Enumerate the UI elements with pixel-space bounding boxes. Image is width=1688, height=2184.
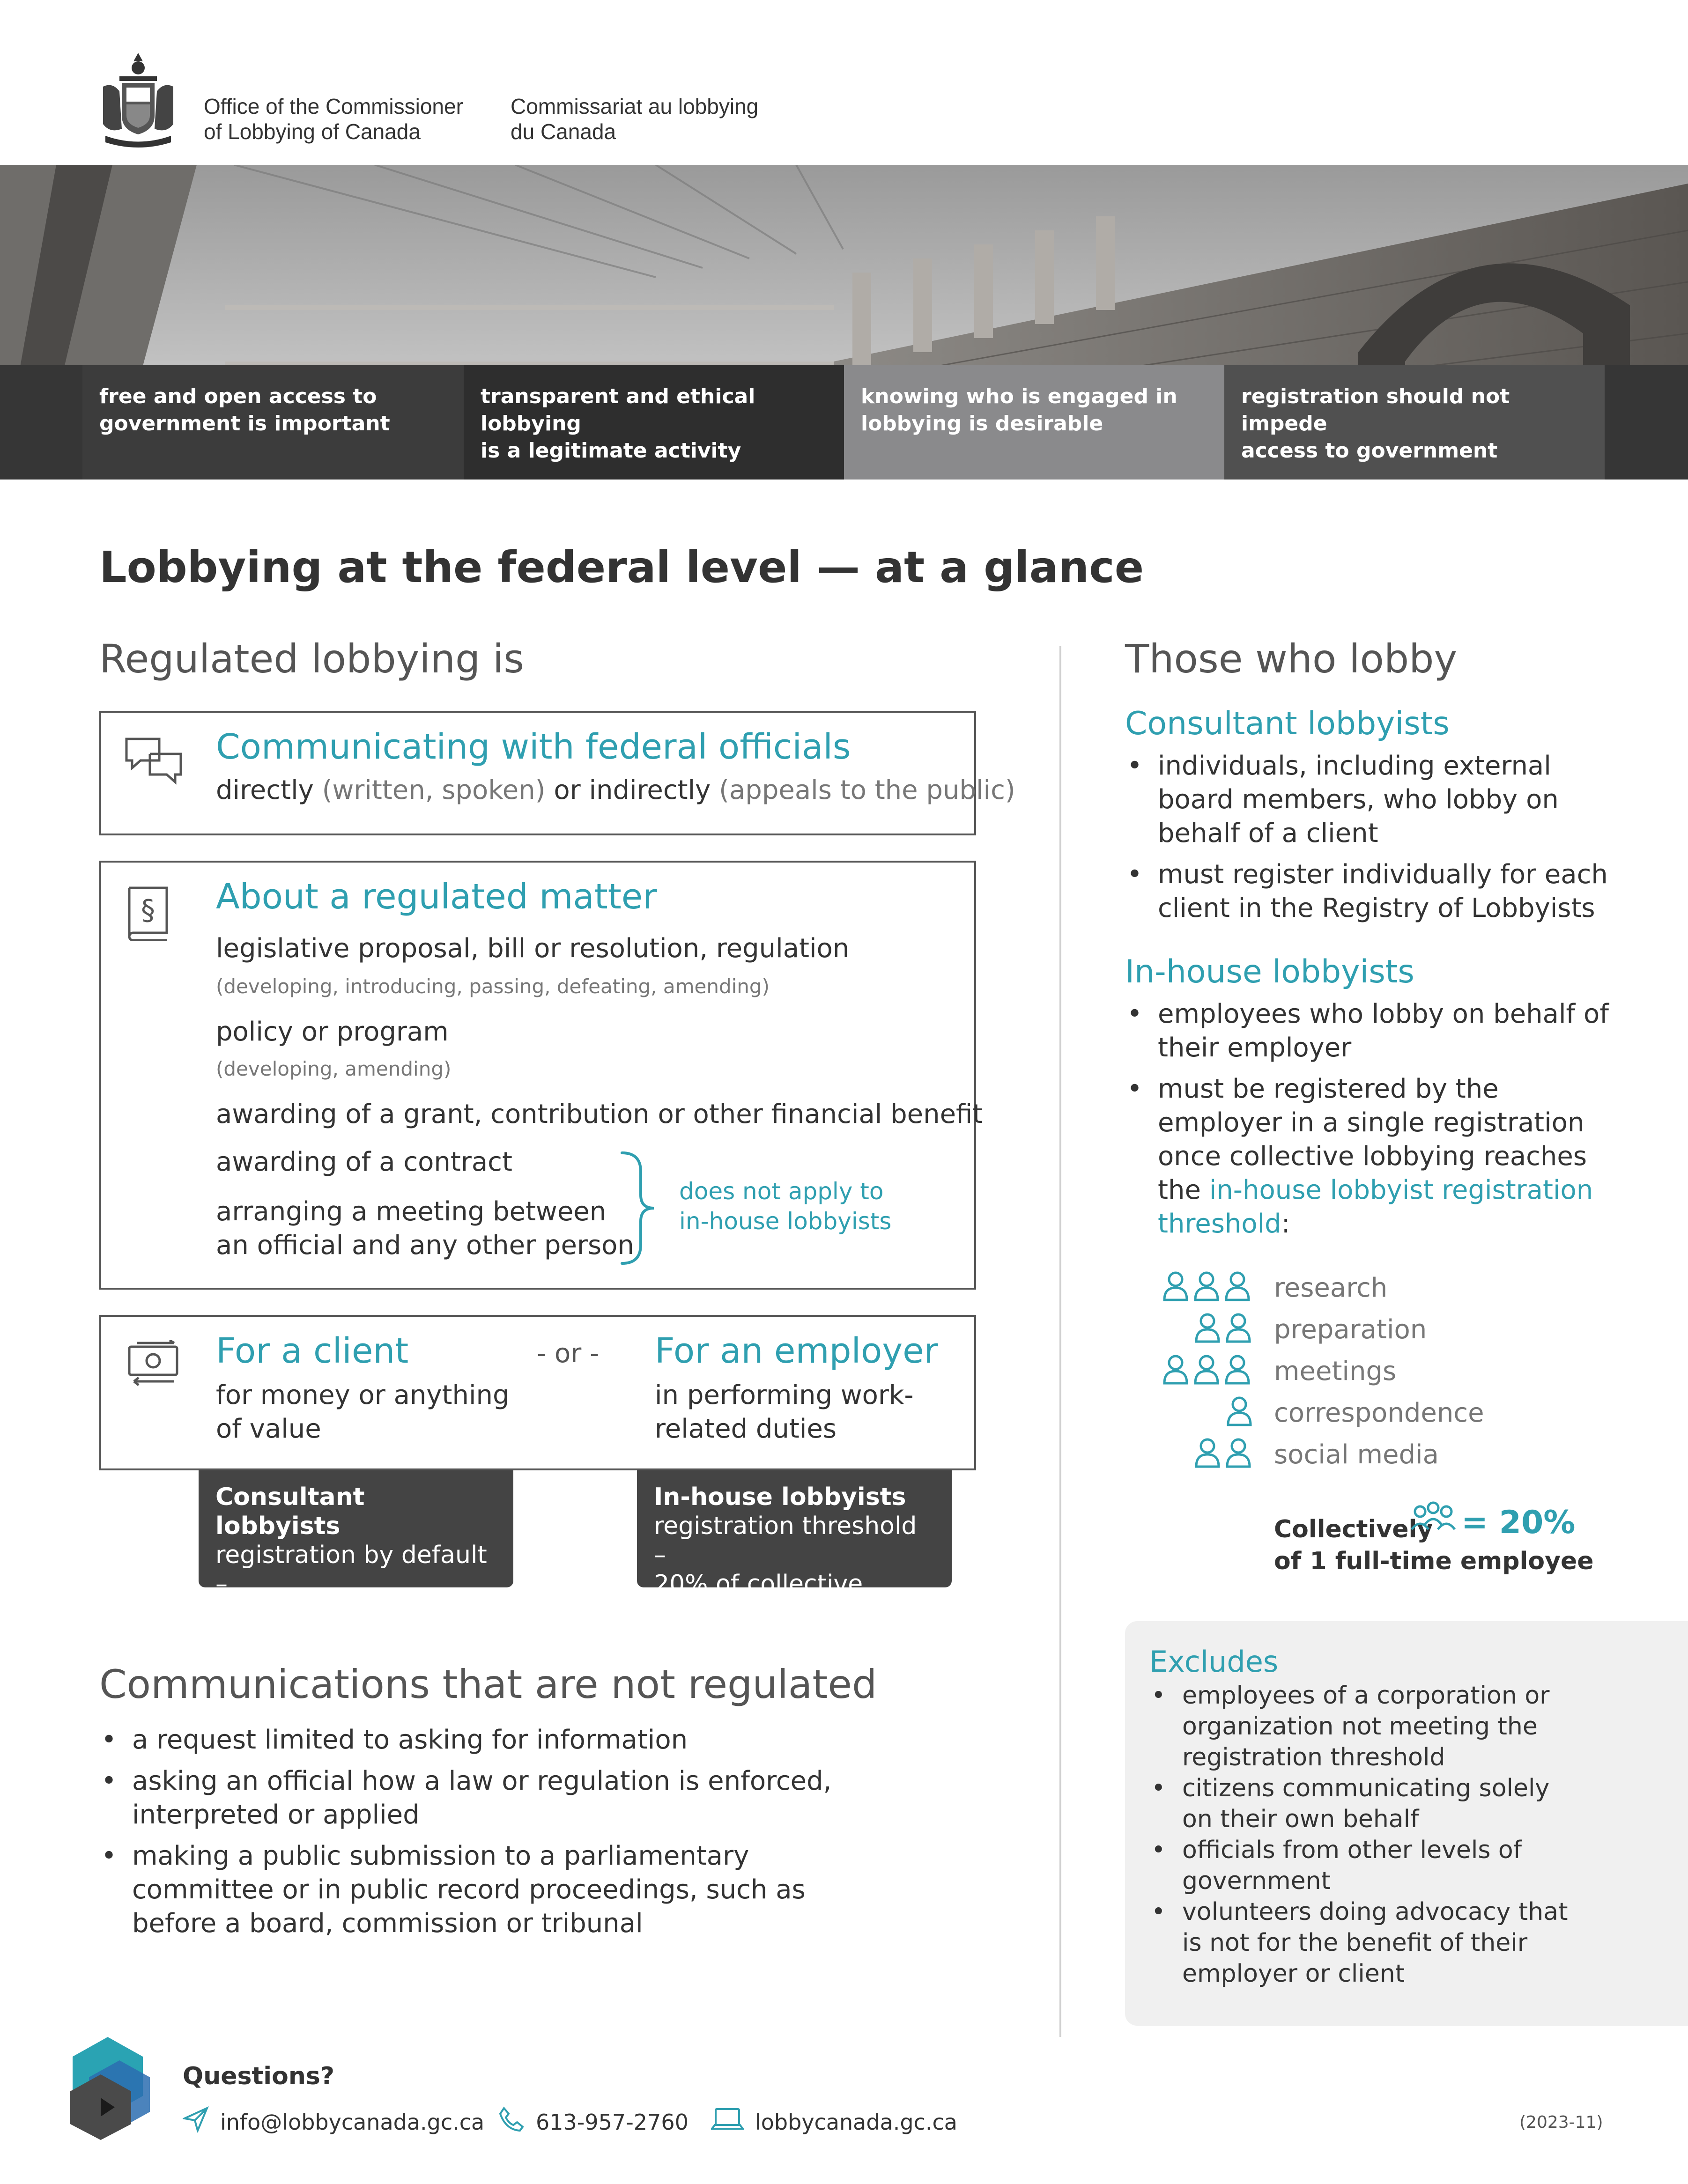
communicating-box [99,711,1015,835]
matter-title: About a regulated matter [216,877,657,917]
communicating-title: Communicating with federal officials [216,727,851,767]
inhouse-heading: In-house lobbyists [1125,953,1414,990]
principle-3: knowing who is engaged in lobbying is desirable [844,365,1224,480]
not-regulated-list [99,1723,989,1941]
person-icon [1224,1312,1252,1346]
law-book-icon [125,885,171,943]
matter-item-legislation: legislative proposal, bill or resolution, regulation [216,933,850,964]
person-icon [1223,1353,1251,1388]
regulated-matter-box [99,861,983,1290]
list-item: • officials from other levels of government [1149,1835,1665,1896]
excludes-heading: Excludes [1149,1645,1279,1679]
activity-people [1225,1395,1253,1430]
employer-desc: in performing work- related duties [655,1380,914,1444]
phone-number[interactable]: 613-957-2760 [536,2109,689,2135]
who-heading: Those who lobby [1125,636,1458,682]
list-item: • a request limited to asking for information [99,1723,989,1757]
person-icon [1162,1270,1190,1305]
email-link[interactable]: info@lobbycanada.gc.ca [220,2109,485,2135]
person-icon [1225,1395,1253,1430]
hexagon-logo-icon [63,2032,152,2142]
person-icon [1193,1312,1222,1346]
page-title: Lobbying at the federal level — at a glance [99,542,1144,592]
not-regulated-heading: Communications that are not regulated [99,1661,877,1707]
phone-icon [498,2106,525,2138]
org-name-fr: Commissariat au lobbying [511,94,759,118]
website-contact[interactable] [711,2106,957,2138]
speech-bubbles-icon [124,735,185,789]
list-item: • must register individually for each client in the Registry of Lobbyists [1125,858,1678,925]
threshold-link[interactable]: threshold [1158,1209,1281,1239]
communicating-desc: directly (written, spoken) or indirectly (appeals to the public) [216,775,1015,805]
matter-item-legislation-note: (developing, introducing, passing, defeating, amending) [216,975,770,998]
list-item: • individuals, including external board members, who lobby on behalf of a client [1125,749,1678,850]
matter-item-contract: awarding of a contract [216,1147,512,1177]
activity-label: research [1274,1273,1388,1303]
inhouse-tab: In-house lobbyists registration threshold – 20% of collective duties [637,1470,952,1587]
or-separator: - or - [537,1338,600,1369]
svg-text:§: § [141,894,155,927]
person-icon [1223,1270,1251,1305]
org-name-fr: du Canada [511,119,616,144]
email-contact[interactable] [183,2106,484,2138]
inhouse-list [1125,997,1678,1241]
list-item: • citizens communicating solely on their own behalf [1149,1773,1665,1835]
list-item: • employees who lobby on behalf of their employer [1125,997,1678,1065]
brace-icon [619,1150,657,1269]
laptop-icon [711,2106,744,2138]
activity-label: meetings [1274,1356,1397,1387]
person-icon [1193,1437,1222,1471]
percent-value: = 20% [1461,1504,1576,1541]
principle-4: registration should not impede access to government [1224,365,1605,480]
client-title: For a client [216,1331,409,1371]
employer-title: For an employer [655,1331,939,1371]
brace-note: does not apply to in-house lobbyists [679,1178,892,1235]
person-icon [1224,1437,1252,1471]
activity-label: correspondence [1274,1398,1484,1428]
activity-label: social media [1274,1439,1439,1470]
list-item: • volunteers doing advocacy that is not for the benefit of their employer or client [1149,1896,1665,1989]
threshold-link[interactable]: in-house lobbyist registration [1209,1175,1593,1205]
matter-item-grant: awarding of a grant, contribution or other financial benefit [216,1099,983,1129]
full-time-label: of 1 full-time employee [1274,1547,1594,1575]
consultant-tab: Consultant lobbyists registration by default – no threshold [199,1470,513,1587]
person-icon [1192,1353,1221,1388]
phone-contact[interactable] [498,2106,689,2138]
questions-label: Questions? [183,2062,334,2090]
consultant-list [1125,749,1678,925]
excludes-panel [1125,1621,1688,2026]
matter-item-policy-note: (developing, amending) [216,1057,452,1080]
list-item: • must be registered by the employer in a single registration once collective lobbying reaches the in-house lobbyist registration threshold: [1125,1072,1678,1241]
principle-1: free and open access to government is important [82,365,464,480]
people-icon [1410,1501,1457,1541]
date-code: (2023-11) [1519,2113,1603,2132]
column-divider [1059,646,1061,2037]
collectively-label: Collectively [1274,1515,1433,1543]
consultant-heading: Consultant lobbyists [1125,705,1450,742]
website-link[interactable]: lobbycanada.gc.ca [755,2109,957,2135]
matter-item-policy: policy or program [216,1017,449,1047]
activity-label: preparation [1274,1314,1427,1345]
activity-people [1162,1353,1251,1388]
list-item: • making a public submission to a parliamentary committee or in public record proceedings, such as before a board, commission or tribunal [99,1839,989,1941]
crest-icon [98,49,178,150]
org-name-en: Office of the Commissioner [204,94,463,118]
excludes-list [1149,1680,1665,1989]
client-desc: for money or anything of value [216,1380,510,1444]
person-icon [1192,1270,1221,1305]
list-item: • employees of a corporation or organization not meeting the registration threshold [1149,1680,1665,1773]
activity-people [1193,1437,1252,1471]
send-icon [183,2106,209,2138]
person-icon [1162,1353,1190,1388]
org-name-en: of Lobbying of Canada [204,119,421,144]
principle-2: transparent and ethical lobbying is a legitimate activity [464,365,844,480]
matter-item-meeting: arranging a meeting between an official and any other person [216,1196,634,1261]
activity-people [1193,1312,1252,1346]
activity-people [1162,1270,1251,1305]
money-transfer-icon [123,1340,184,1389]
list-item: • asking an official how a law or regulation is enforced, interpreted or applied [99,1764,989,1832]
client-employer-box [99,1315,976,1470]
regulated-heading: Regulated lobbying is [99,636,525,682]
